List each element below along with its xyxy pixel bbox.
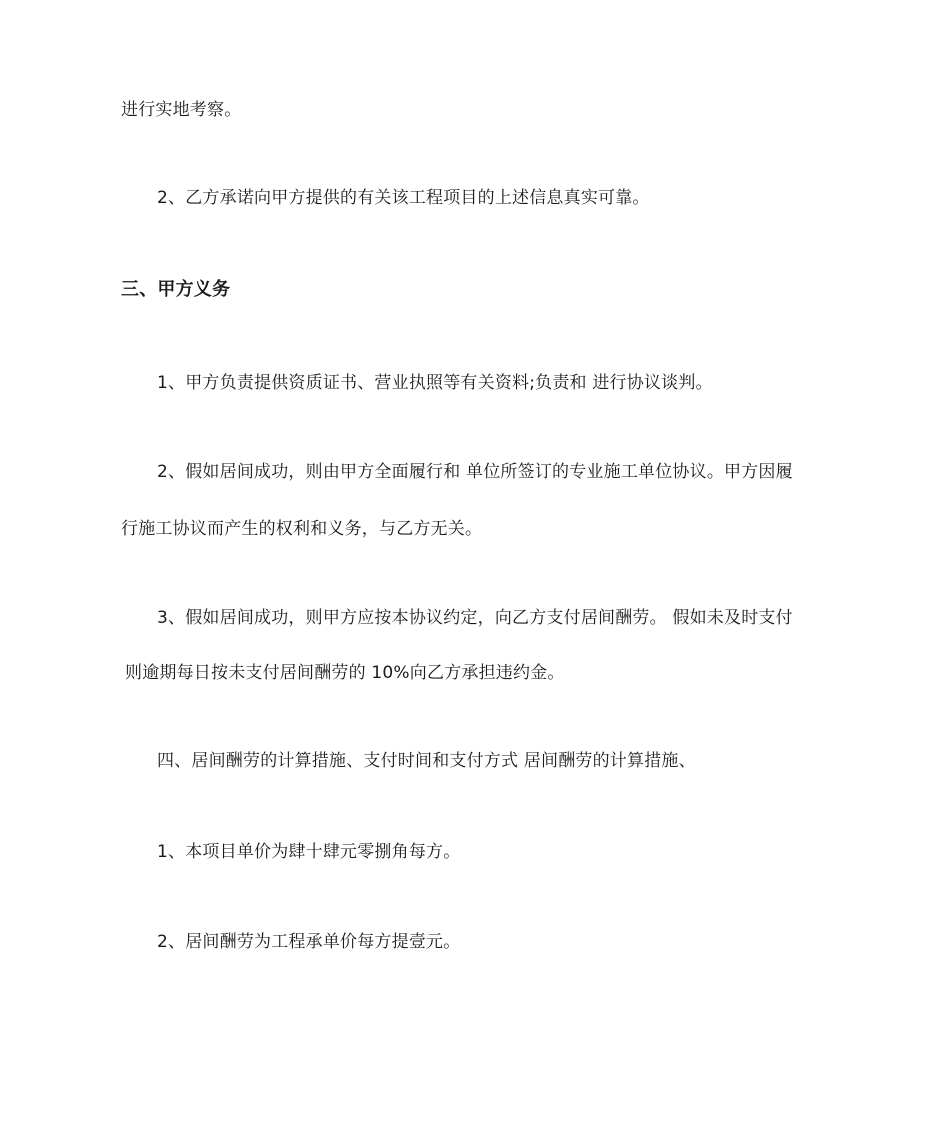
paragraph-line: 2、居间酬劳为工程承单价每方提壹元。 (157, 932, 461, 952)
paragraph-line: 进行实地考察。 (121, 100, 242, 120)
section-heading: 三、甲方义务 (121, 279, 231, 300)
paragraph-line: 1、本项目单价为肆十肆元零捌角每方。 (157, 842, 461, 862)
paragraph-line: 四、居间酬劳的计算措施、支付时间和支付方式 居间酬劳的计算措施、 (157, 751, 696, 771)
paragraph-line: 1、甲方负责提供资质证书、营业执照等有关资料;负责和 进行协议谈判。 (157, 373, 713, 393)
paragraph-line: 则逾期每日按未支付居间酬劳的 10%向乙方承担违约金。 (125, 663, 565, 683)
paragraph-line: 行施工协议而产生的权利和义务，与乙方无关。 (121, 519, 483, 539)
paragraph-line: 2、乙方承诺向甲方提供的有关该工程项目的上述信息真实可靠。 (157, 188, 650, 208)
paragraph-line: 2、假如居间成功，则由甲方全面履行和 单位所签订的专业施工单位协议。甲方因履 (157, 462, 793, 482)
paragraph-line: 3、假如居间成功，则甲方应按本协议约定，向乙方支付居间酬劳。 假如未及时支付 (157, 608, 793, 628)
